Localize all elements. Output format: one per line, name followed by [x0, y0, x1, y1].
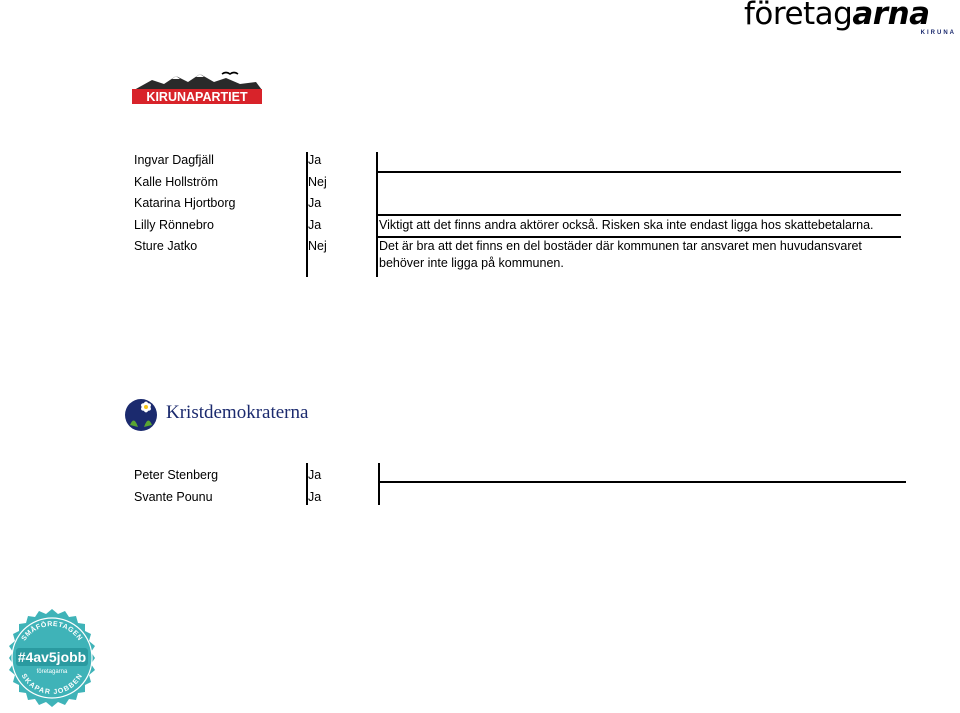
bird-icon	[222, 73, 238, 75]
table2-answer: Ja	[308, 468, 322, 482]
kirunapartiet-logo	[130, 70, 264, 106]
table1-divider-1	[306, 152, 308, 277]
foretagarna-subtitle: KIRUNA	[920, 30, 956, 36]
table1-answer: Ja	[308, 153, 322, 167]
foretagarna-logo	[744, 0, 958, 42]
foretagarna-wordmark-part2: arna	[852, 0, 930, 32]
anemone-flower-icon	[124, 397, 160, 433]
table2-answer: Ja	[308, 490, 322, 504]
badge-hashtag: #4av5jobb	[17, 649, 87, 665]
table1-comment: Viktigt att det finns andra aktörer också. Risken ska inte endast ligga hos skattebetalarna.	[379, 218, 874, 232]
table1-name: Sture Jatko	[134, 239, 198, 253]
table2-name: Svante Pounu	[134, 490, 213, 504]
table1-answer: Ja	[308, 196, 322, 210]
table2-name: Peter Stenberg	[134, 468, 219, 482]
badge-seal-icon	[2, 608, 102, 708]
4av5jobb-badge	[2, 608, 102, 708]
table1-answer: Ja	[308, 218, 322, 232]
badge-arc-top: SMÅFÖRETAGEN	[20, 620, 84, 643]
table1-row-line	[376, 171, 901, 173]
table1-name: Katarina Hjortborg	[134, 196, 236, 210]
badge-brand: företagarna	[36, 669, 68, 675]
foretagarna-wordmark	[744, 0, 930, 32]
kristdemokraterna-logo-text: Kristdemokraterna	[166, 402, 309, 423]
kristdemokraterna-logo	[124, 397, 309, 433]
table1-answer: Nej	[308, 239, 327, 253]
table1-answer: Nej	[308, 175, 327, 189]
table1-name: Ingvar Dagfjäll	[134, 153, 214, 167]
table1-name: Kalle Hollström	[134, 175, 219, 189]
foretagarna-wordmark-part1: företag	[744, 0, 853, 32]
kirunapartiet-logo-text: KIRUNAPARTIET	[146, 90, 248, 104]
kirunapartiet-mountain-icon	[130, 70, 264, 106]
table2-divider-2	[378, 463, 380, 505]
table1-name: Lilly Rönnebro	[134, 218, 214, 232]
table2-row-line	[378, 481, 906, 483]
table1-row-line	[376, 214, 901, 216]
badge-arc-bottom: SKAPAR JOBBEN	[19, 672, 85, 697]
table1-comment: Det är bra att det finns en del bostäder där kommunen tar ansvaret men huvudansvaret behöver inte ligga på kommunen.	[379, 239, 862, 270]
